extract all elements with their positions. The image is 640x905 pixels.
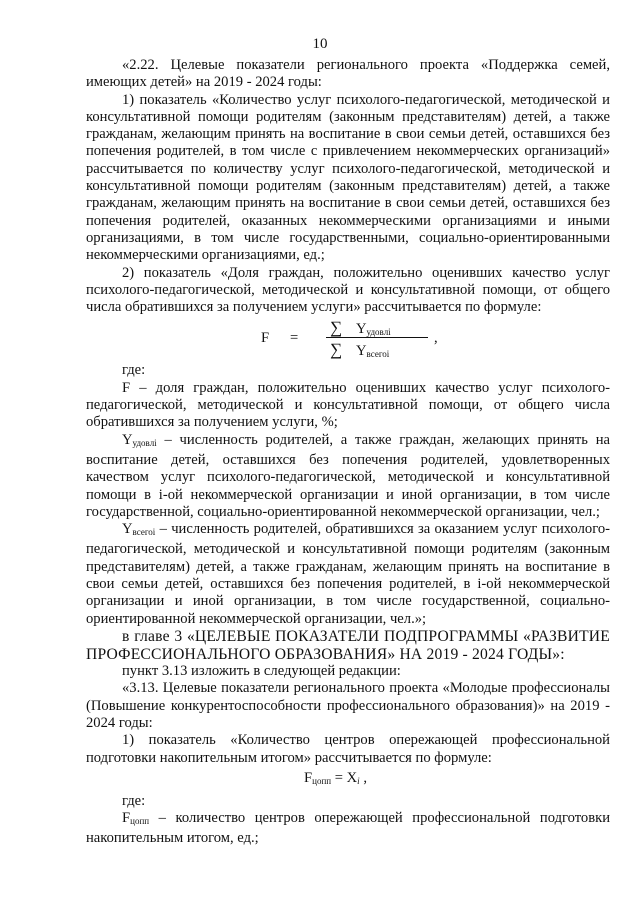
formula-denominator bbox=[330, 340, 389, 360]
formula-equals: = bbox=[334, 769, 343, 786]
definition-text: – численность родителей, обратившихся за оказанием услуг психолого-педагогической, методической и консультативной помощи родителям (законным представителям) детей, а также гражданам, желающим принять на воспитание в свои семьи детей, оставшихся без попечения родителей, в i-ой некоммерческой организации и иной организации, в том числе государственной, социально-ориентированной некоммерческой организации, чел.»; bbox=[86, 521, 610, 627]
lhs-symbol: F bbox=[304, 769, 313, 786]
formula-comma: , bbox=[363, 769, 367, 786]
formula-lhs: F bbox=[261, 330, 270, 347]
symbol-subscript: цопп bbox=[130, 816, 150, 827]
paragraph-indicator-2: 2) показатель «Доля граждан, положительно оценивших качество услуг психолого-педагогической, методической и консультативной помощи, от общего числа обратившихся за получением услуги» рассчитывается по формуле: bbox=[86, 264, 610, 316]
paragraph-2-22: «2.22. Целевые показатели регионального проекта «Поддержка семей, имеющих детей» на 2019 - 2024 годы: bbox=[86, 57, 610, 91]
symbol-subscript: всегоi bbox=[132, 527, 156, 538]
formula-expression bbox=[304, 770, 367, 787]
rhs-subscript: i bbox=[357, 775, 360, 786]
symbol-f: F bbox=[122, 810, 131, 827]
numerator-subscript: удовлi bbox=[366, 327, 391, 338]
page-number: 10 bbox=[312, 36, 328, 52]
fraction-bar bbox=[326, 337, 428, 338]
symbol-subscript: удовлi bbox=[132, 437, 157, 448]
definition-y-vsego bbox=[86, 521, 610, 628]
formula-centers bbox=[86, 768, 610, 790]
denominator-symbol: Y bbox=[356, 343, 367, 360]
rhs-symbol: X bbox=[346, 769, 358, 786]
symbol-y: Y bbox=[122, 521, 133, 538]
where-label: где: bbox=[122, 362, 146, 379]
formula-comma: , bbox=[434, 330, 438, 347]
formula-numerator bbox=[330, 318, 391, 338]
lhs-subscript: цопп bbox=[312, 775, 332, 786]
paragraph-3-13-intro: пункт 3.13 изложить в следующей редакции: bbox=[122, 663, 401, 680]
formula-equals: = bbox=[290, 330, 299, 347]
definition-f-copp bbox=[86, 810, 610, 848]
formula-share bbox=[86, 318, 610, 358]
definition-y-udovl bbox=[86, 432, 610, 521]
document-body bbox=[86, 57, 610, 848]
sigma-symbol: ∑ bbox=[330, 318, 343, 338]
definition-f: F – доля граждан, положительно оценивших качество услуг психолого-педагогической, методической и консультативной помощи, от общего числа обратившихся за получением услуги, %; bbox=[86, 379, 610, 431]
definition-text: – численность родителей, а также граждан, желающих принять на воспитание детей, оставшихся без попечения родителей, удовлетворенных качеством услуг психолого-педагогической, методической и консультативной помощи в i-ой некоммерческой организации и иной организации, в том числе государственной, социально-ориентированной некоммерческой организации, чел.; bbox=[86, 431, 610, 520]
definition-text: – количество центров опережающей профессиональной подготовки накопительным итогом, ед.; bbox=[86, 810, 610, 847]
sigma-symbol: ∑ bbox=[330, 340, 343, 360]
denominator-subscript: всегоi bbox=[366, 349, 390, 360]
symbol-y: Y bbox=[122, 431, 133, 448]
paragraph-indicator-1: 1) показатель «Количество услуг психолого-педагогической, методической и консультативной помощи родителям (законным представителям) детей, а также гражданам, желающим принять на воспитание в свои семьи детей, оставшихся без попечения родителей, в том числе с привлечением некоммерческих организаций» рассчитывается по количеству услуг психолого-педагогической, методической и консультативной помощи родителям (законным представителям) детей, а также гражданам, желающим принять на воспитание в свои семьи детей, оставшихся без попечения родителей, оказанных некоммерческими организациями и иными организациями, в том числе государственными, социально-ориентированными некоммерческими организациями, ед.; bbox=[86, 91, 610, 264]
paragraph-3-13: «3.13. Целевые показатели регионального проекта «Молодые профессионалы (Повышение конкурентоспособности профессионального образования)» на 2019 - 2024 годы: bbox=[86, 680, 610, 731]
numerator-symbol: Y bbox=[356, 321, 367, 338]
paragraph-indicator-centers: 1) показатель «Количество центров опережающей профессиональной подготовки накопительным итогом» рассчитывается по формуле: bbox=[86, 732, 610, 766]
where-label: где: bbox=[122, 792, 146, 809]
paragraph-chapter-3: в главе 3 «ЦЕЛЕВЫЕ ПОКАЗАТЕЛИ ПОДПРОГРАММЫ «РАЗВИТИЕ ПРОФЕССИОНАЛЬНОГО ОБРАЗОВАНИЯ» НА 2019 - 2024 ГОДЫ»: bbox=[86, 627, 610, 663]
